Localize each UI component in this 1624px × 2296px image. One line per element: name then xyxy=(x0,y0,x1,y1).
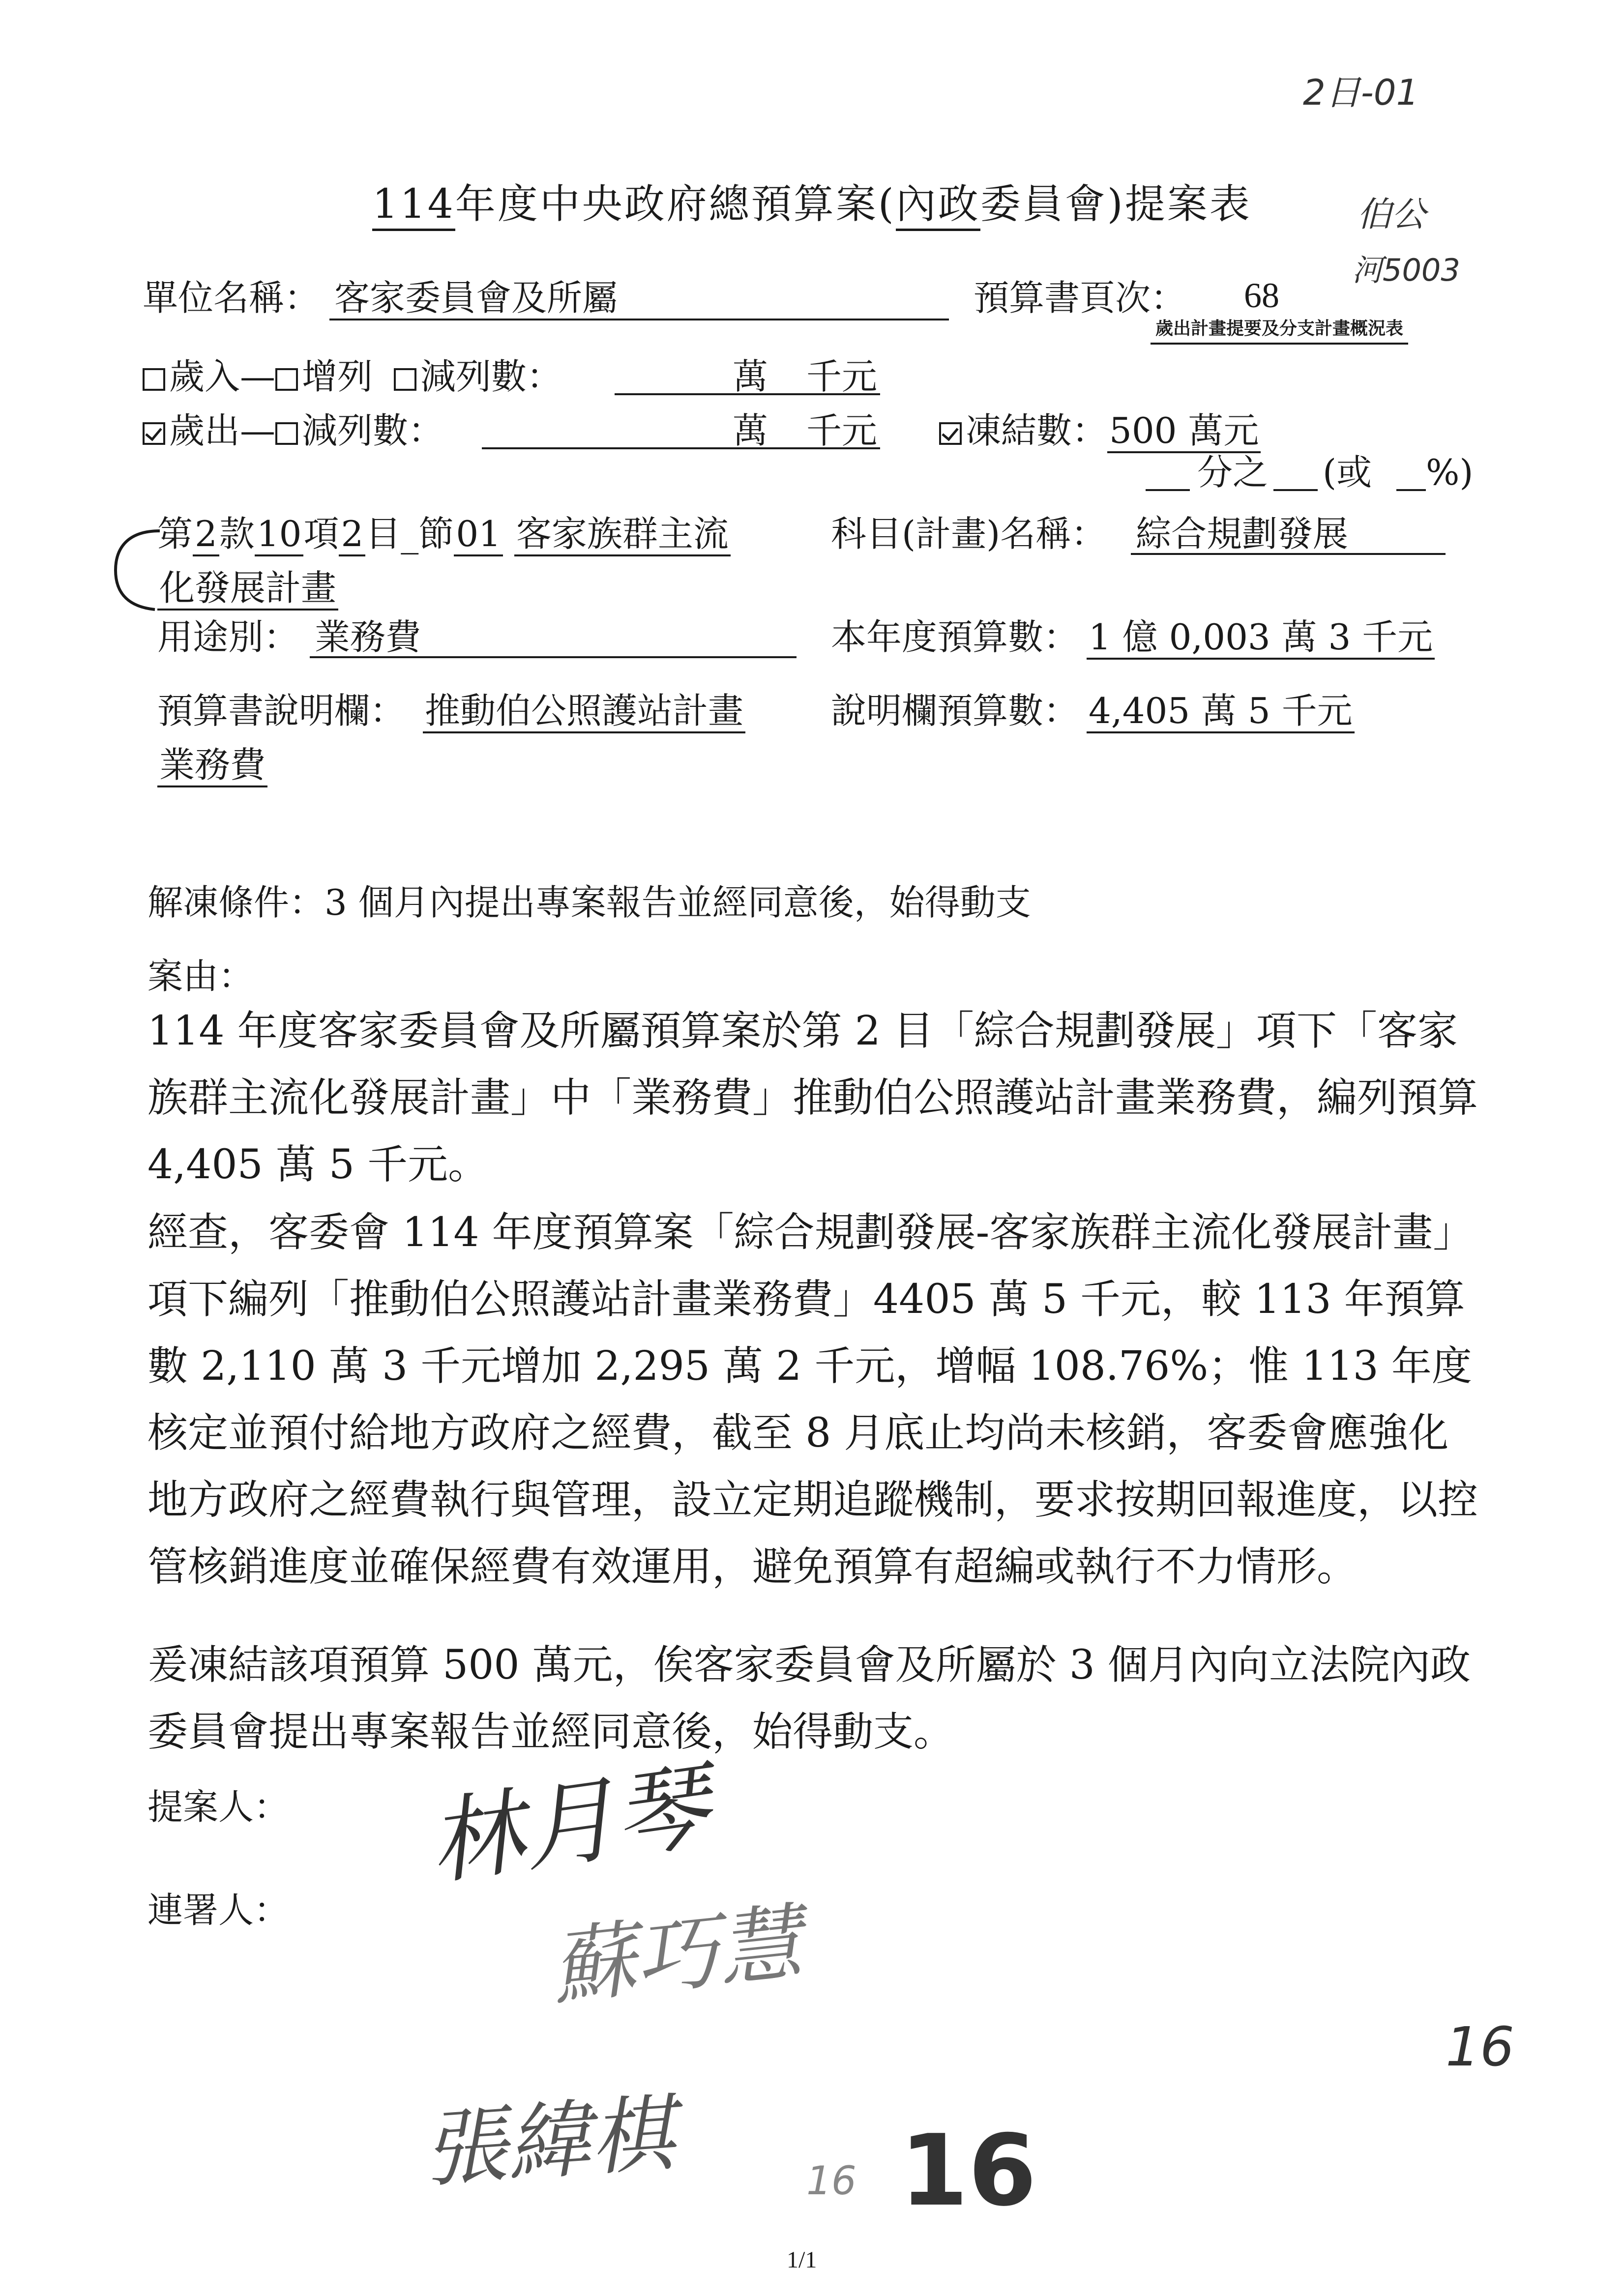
budget-amount: 1 億 0,003 萬 3 千元 xyxy=(1087,619,1435,660)
expense-wan: 萬 xyxy=(733,410,768,451)
bracket-mark xyxy=(106,521,165,619)
plan-name: 客家族群主流 xyxy=(514,516,731,556)
revenue-increase-checkbox[interactable] xyxy=(275,368,298,391)
plan-name-cont xyxy=(157,567,338,610)
revenue-decrease-checkbox[interactable] xyxy=(394,368,416,391)
fraction-text: 分之 xyxy=(1197,452,1269,493)
desc-label: 預算書說明欄： xyxy=(157,690,406,731)
underline xyxy=(1131,553,1446,555)
handwritten-mark: 16 xyxy=(806,2158,856,2204)
item-text: 目_節 xyxy=(365,513,454,554)
title-text: 委員會)提案表 xyxy=(980,181,1252,228)
fraction-blank xyxy=(1273,489,1318,491)
use-value: 業務費 xyxy=(315,616,421,658)
plan-name: 化發展計畫 xyxy=(157,570,338,610)
freeze-value: 500 萬元 xyxy=(1107,413,1261,453)
signature: 蘇巧慧 xyxy=(547,1893,807,2017)
signature: 張緯棋 xyxy=(420,2085,678,2200)
decrease-label: 減列數： xyxy=(420,356,562,397)
paragraph: 114 年度客家委員會及所屬預算案於第 2 目「綜合規劃發展」項下「客家族群主流化發展計畫」中「業務費」推動伯公照護站計畫業務費，編列預算 4,405 萬 5 千元。 xyxy=(148,1008,1478,1188)
mu-value: 2 xyxy=(339,516,365,556)
item-text: 第 xyxy=(157,513,193,554)
title-text: 年度中央政府總預算案( xyxy=(455,181,896,228)
desc-budget-amount: 4,405 萬 5 千元 xyxy=(1087,693,1355,733)
xiang-value: 10 xyxy=(255,516,304,556)
fraction-text: (或 xyxy=(1323,452,1372,493)
freeze-label: 凍結數： xyxy=(966,410,1108,451)
revenue-row xyxy=(143,356,562,397)
page-label: 預算書頁次： xyxy=(974,277,1186,319)
increase-label: 增列 xyxy=(302,356,373,397)
freeze-row xyxy=(939,410,1261,453)
desc-value-cont xyxy=(157,744,267,787)
kuan-value: 2 xyxy=(193,516,219,556)
budget-label: 本年度預算數： xyxy=(831,616,1079,658)
jie-value: 01 xyxy=(454,516,503,556)
page-title xyxy=(0,172,1624,230)
proposer-label: 提案人： xyxy=(148,1786,290,1828)
desc-text: 業務費 xyxy=(157,747,267,787)
handwritten-code: 2日-01 xyxy=(1303,72,1419,113)
handwritten-mark: 16 xyxy=(1446,2015,1514,2078)
signature: 林月琴 xyxy=(422,1751,715,1898)
revenue-wan: 萬 xyxy=(733,356,768,397)
item-text: 款 xyxy=(219,513,255,554)
decrease-label: 減列數： xyxy=(302,410,444,451)
cosigner-label: 連署人： xyxy=(148,1889,290,1931)
reason-label: 案由： xyxy=(148,956,254,997)
paragraph: 經查，客委會 114 年度預算案「綜合規劃發展-客家族群主流化發展計畫」項下編列「推動伯公照護站計畫業務費」4405 萬 5 千元，較 113 年預算數 2,110 萬 3 千元增加 2,295 萬 2 千元，增幅 108.76%；惟 113 年度核定並預付給地方政府之經費，截至 8 月底止均尚未核銷，客委會應強化地方政府之經費執行與管理，設立定期追蹤機制，要求按期回報進度，以控管核銷進度並確保經費有效運用，避免預算有超編或執行不力情形。 xyxy=(148,1209,1478,1590)
desc-budget-value xyxy=(1087,690,1355,733)
budget-value xyxy=(1087,616,1435,660)
item-code xyxy=(157,513,731,556)
use-label: 用途別： xyxy=(157,616,299,658)
handwritten-mark: 16 xyxy=(900,2114,1037,2228)
revenue-label: 歲入— xyxy=(169,356,276,397)
page-value: 68 xyxy=(1244,276,1279,315)
unit-label: 單位名稱： xyxy=(143,277,320,319)
revenue-qian: 千元 xyxy=(806,356,878,397)
handwritten-note: 河5003 xyxy=(1352,252,1460,288)
title-committee: 內政 xyxy=(896,181,980,231)
underline xyxy=(329,319,949,320)
title-year: 114 xyxy=(372,181,455,231)
underline xyxy=(310,656,797,658)
desc-value xyxy=(423,690,745,733)
fraction-text: %) xyxy=(1426,452,1474,493)
expense-label: 歲出— xyxy=(169,410,276,451)
expense-row xyxy=(143,410,444,451)
page-number: 1/1 xyxy=(787,2247,817,2273)
revenue-checkbox[interactable] xyxy=(143,368,165,391)
fraction-blank xyxy=(1396,489,1426,491)
expense-qian: 千元 xyxy=(806,410,878,451)
desc-budget-label: 說明欄預算數： xyxy=(831,690,1079,731)
paragraph: 爰凍結該項預算 500 萬元，俟客家委員會及所屬於 3 個月內向立法院內政委員會提出專案報告並經同意後，始得動支。 xyxy=(148,1642,1471,1755)
unit-value: 客家委員會及所屬 xyxy=(334,277,618,319)
expense-checkbox[interactable] xyxy=(143,422,165,445)
freeze-checkbox[interactable] xyxy=(939,422,962,445)
subject-value: 綜合規劃發展 xyxy=(1136,513,1349,554)
item-text: 項 xyxy=(303,513,339,554)
fraction-blank xyxy=(1146,489,1190,491)
handwritten-note: 伯公 xyxy=(1357,194,1426,234)
thaw-condition: 解凍條件：3 個月內提出專案報告並經同意後，始得動支 xyxy=(148,882,1031,923)
desc-text: 推動伯公照護站計畫 xyxy=(423,693,745,733)
subject-label: 科目(計畫)名稱： xyxy=(831,513,1107,554)
expense-decrease-checkbox[interactable] xyxy=(275,422,298,445)
page-note: 歲出計畫提要及分支計畫概況表 xyxy=(1151,315,1408,345)
